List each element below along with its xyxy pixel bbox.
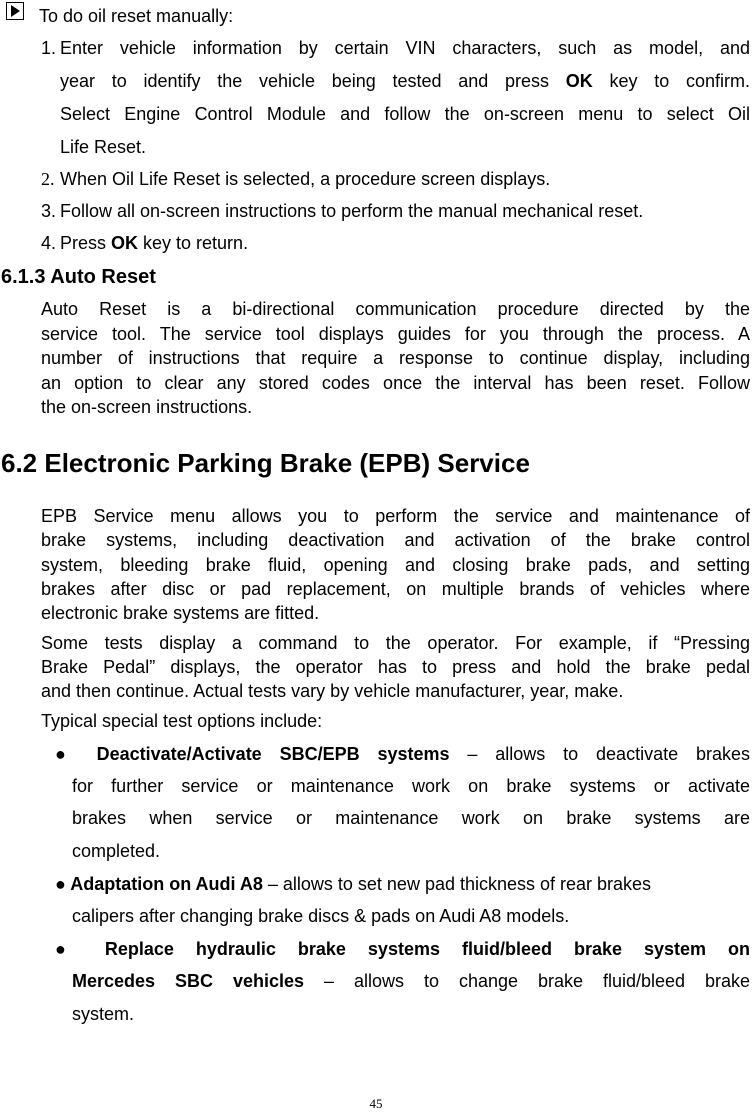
step-1-line-3: Select Engine Control Module and follow the on-screen menu to select Oil [60, 104, 750, 124]
step-2-number: 2. [41, 169, 55, 189]
auto-reset-line-4: an option to clear any stored codes once the interval has been reset. Follow [41, 373, 750, 393]
auto-reset-line-5: the on-screen instructions. [41, 397, 253, 417]
bullet-1-line-3: brakes when service or maintenance work on brake systems are [72, 808, 750, 828]
step-3-number: 3. [41, 201, 57, 221]
bullet-3-line-2: Mercedes SBC vehicles – allows to change brake fluid/bleed brake [72, 971, 751, 991]
step-1-number: 1. [41, 38, 57, 58]
epb-p2-line-3: and then continue. Actual tests vary by vehicle manufacturer, year, make. [41, 681, 624, 701]
epb-p1-line-3: system, bleeding brake fluid, opening and closing brake pads, and setting [41, 555, 750, 575]
auto-reset-line-1: Auto Reset is a bi-directional communication procedure directed by the [41, 299, 750, 319]
manual-reset-title: To do oil reset manually: [39, 6, 234, 26]
epb-p1-line-1: EPB Service menu allows you to perform the service and maintenance of [41, 506, 750, 526]
epb-heading: 6.2 Electronic Parking Brake (EPB) Service [1, 448, 530, 478]
step-3-text: Follow all on-screen instructions to perform the manual mechanical reset. [60, 201, 644, 221]
epb-p1-line-2: brake systems, including deactivation and activation of the brake control [41, 530, 750, 550]
epb-p3: Typical special test options include: [41, 711, 323, 731]
step-1-line-4: Life Reset. [60, 137, 147, 157]
bullet-3-line-1: ● Replace hydraulic brake systems fluid/bleed brake system on [55, 939, 750, 959]
step-4-number: 4. [41, 233, 57, 253]
epb-p2-line-1: Some tests display a command to the operator. For example, if “Pressing [41, 633, 750, 653]
step-4-text: Press OK key to return. [60, 233, 249, 253]
epb-p1-line-4: brakes after disc or pad replacement, on multiple brands of vehicles where [41, 579, 750, 599]
bullet-1-line-1: ● Deactivate/Activate SBC/EPB systems – allows to deactivate brakes [55, 744, 750, 764]
arrow-bullet-icon [6, 2, 24, 20]
auto-reset-heading: 6.1.3 Auto Reset [1, 266, 156, 288]
auto-reset-line-3: number of instructions that require a response to continue display, including [41, 348, 750, 368]
epb-p2-line-2: Brake Pedal” displays, the operator has to press and hold the brake pedal [41, 657, 750, 677]
bullet-2-line-1: ● Adaptation on Audi A8 – allows to set new pad thickness of rear brakes [55, 874, 652, 894]
step-2-text: When Oil Life Reset is selected, a procedure screen displays. [60, 169, 551, 189]
bullet-3-line-3: system. [72, 1004, 135, 1024]
step-1-line-2: year to identify the vehicle being tested and press OK key to confirm. [60, 71, 750, 91]
step-1-line-1: Enter vehicle information by certain VIN characters, such as model, and [60, 38, 750, 58]
page-number: 45 [369, 1096, 383, 1111]
bullet-2-line-2: calipers after changing brake discs & pads on Audi A8 models. [72, 906, 570, 926]
bullet-1-line-4: completed. [72, 841, 161, 861]
auto-reset-line-2: service tool. The service tool displays guides for you through the process. A [41, 324, 750, 344]
epb-p1-line-5: electronic brake systems are fitted. [41, 603, 320, 623]
bullet-1-line-2: for further service or maintenance work on brake systems or activate [72, 776, 750, 796]
